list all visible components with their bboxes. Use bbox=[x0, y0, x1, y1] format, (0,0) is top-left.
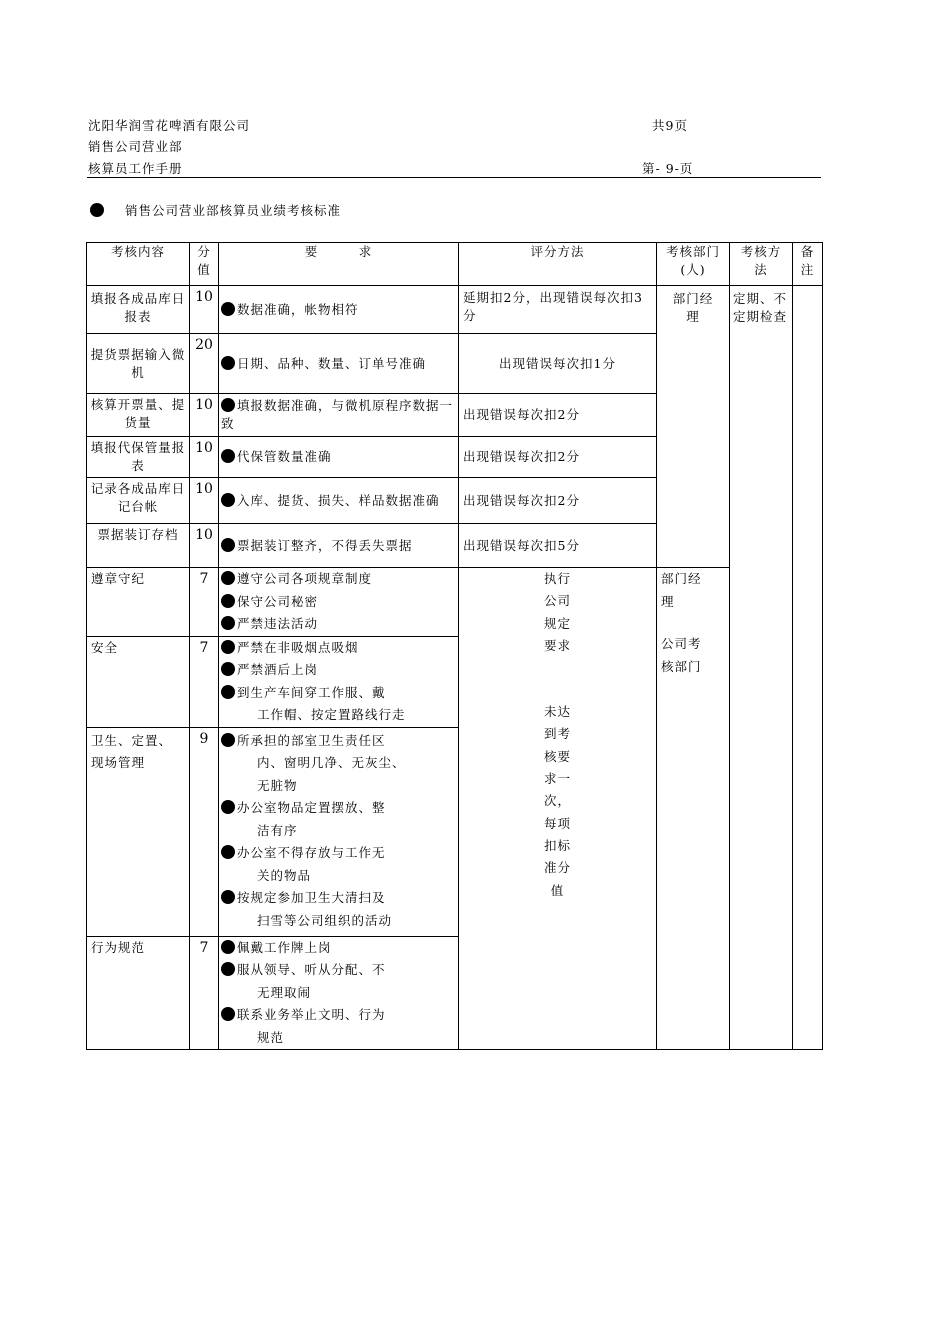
row-requirement: 票据装订整齐，不得丢失票据 bbox=[219, 524, 459, 568]
header-content: 考核内容 bbox=[87, 243, 190, 286]
row-item: 提货票据输入微机 bbox=[87, 334, 190, 394]
bullet-dot-icon bbox=[221, 662, 235, 676]
row-requirement: 日期、品种、数量、订单号准确 bbox=[219, 334, 459, 394]
page-number: 第- 9-页 bbox=[642, 161, 694, 176]
bullet-dot-icon bbox=[221, 449, 235, 463]
row-item: 票据装订存档 bbox=[87, 524, 190, 568]
bullet-dot-icon bbox=[221, 800, 235, 814]
header-check: 考核方法 bbox=[730, 243, 793, 286]
table-row bbox=[87, 568, 823, 637]
section-title: 销售公司营业部核算员业绩考核标准 bbox=[125, 203, 342, 218]
bullet-icon bbox=[90, 203, 104, 217]
row-requirement: 遵守公司各项规章制度 保守公司秘密 严禁违法活动 bbox=[219, 568, 459, 637]
bullet-dot-icon bbox=[221, 733, 235, 747]
bullet-dot-icon bbox=[221, 594, 235, 608]
bullet-dot-icon bbox=[221, 845, 235, 859]
header-note: 备注 bbox=[793, 243, 823, 286]
header-rule bbox=[87, 177, 821, 178]
row-method: 出现错误每次扣2分 bbox=[459, 437, 657, 478]
row-method: 出现错误每次扣2分 bbox=[459, 394, 657, 437]
row-method: 出现错误每次扣1分 bbox=[459, 334, 657, 394]
header-requirement: 要 求 bbox=[219, 243, 459, 286]
row-item: 核算开票量、提货量 bbox=[87, 394, 190, 437]
assessment-table bbox=[86, 242, 823, 1050]
row-score: 7 bbox=[190, 636, 219, 727]
bullet-dot-icon bbox=[221, 356, 235, 370]
row-item: 卫生、定置、现场管理 bbox=[87, 727, 190, 936]
table-row bbox=[87, 286, 823, 334]
row-item: 安全 bbox=[87, 636, 190, 727]
row-requirement: 严禁在非吸烟点吸烟 严禁酒后上岗 到生产车间穿工作服、戴 工作帽、按定置路线行走 bbox=[219, 636, 459, 727]
total-pages: 共9页 bbox=[652, 118, 688, 133]
row-requirement: 入库、提货、损失、样品数据准确 bbox=[219, 478, 459, 524]
company-name: 沈阳华润雪花啤酒有限公司 bbox=[88, 118, 251, 133]
row-requirement: 数据准确，帐物相符 bbox=[219, 286, 459, 334]
check-method-cell: 定期、不定期检查 bbox=[730, 286, 793, 1050]
row-score: 10 bbox=[190, 524, 219, 568]
row-requirement: 所承担的部室卫生责任区 内、窗明几净、无灰尘、 无脏物 办公室物品定置摆放、整 洁有序 办公室不得存放与工作无 关的物品 按规定参加卫生大清扫及 扫雪等公司组织的活动 bbox=[219, 727, 459, 936]
row-score: 10 bbox=[190, 286, 219, 334]
bullet-dot-icon bbox=[221, 640, 235, 654]
row-item: 填报代保管量报表 bbox=[87, 437, 190, 478]
bullet-dot-icon bbox=[221, 493, 235, 507]
header-method: 评分方法 bbox=[459, 243, 657, 286]
row-requirement: 佩戴工作牌上岗 服从领导、听从分配、不 无理取闹 联系业务举止文明、行为 规范 bbox=[219, 936, 459, 1050]
row-method: 出现错误每次扣5分 bbox=[459, 524, 657, 568]
row-method: 出现错误每次扣2分 bbox=[459, 478, 657, 524]
row-method: 延期扣2分，出现错误每次扣3分 bbox=[459, 286, 657, 334]
row-score: 7 bbox=[190, 568, 219, 637]
row-score: 9 bbox=[190, 727, 219, 936]
bullet-dot-icon bbox=[221, 571, 235, 585]
table-header-row bbox=[87, 243, 823, 286]
row-requirement: 填报数据准确，与微机原程序数据一致 bbox=[219, 394, 459, 437]
row-score: 10 bbox=[190, 478, 219, 524]
manual-name: 核算员工作手册 bbox=[88, 161, 183, 176]
note-cell bbox=[793, 286, 823, 1050]
row-score: 7 bbox=[190, 936, 219, 1050]
header-dept: 考核部门(人) bbox=[657, 243, 730, 286]
bullet-dot-icon bbox=[221, 398, 235, 412]
row-item: 填报各成品库日报表 bbox=[87, 286, 190, 334]
bullet-dot-icon bbox=[221, 616, 235, 630]
row-item: 行为规范 bbox=[87, 936, 190, 1050]
row-score: 10 bbox=[190, 394, 219, 437]
dept-cell: 部门经理 bbox=[657, 286, 730, 568]
dept-cell-2: 部门经 理 公司考 核部门 bbox=[657, 568, 730, 1050]
method-cell: 执行 公司 规定 要求 未达 到考 核要 求一 次， 每项 扣标 准分 值 bbox=[459, 568, 657, 1050]
row-item: 遵章守纪 bbox=[87, 568, 190, 637]
row-requirement: 代保管数量准确 bbox=[219, 437, 459, 478]
bullet-dot-icon bbox=[221, 940, 235, 954]
row-item: 记录各成品库日记台帐 bbox=[87, 478, 190, 524]
bullet-dot-icon bbox=[221, 685, 235, 699]
department-name: 销售公司营业部 bbox=[88, 139, 183, 154]
header-score: 分值 bbox=[190, 243, 219, 286]
bullet-dot-icon bbox=[221, 302, 235, 316]
bullet-dot-icon bbox=[221, 538, 235, 552]
bullet-dot-icon bbox=[221, 1007, 235, 1021]
row-score: 10 bbox=[190, 437, 219, 478]
bullet-dot-icon bbox=[221, 962, 235, 976]
row-score: 20 bbox=[190, 334, 219, 394]
bullet-dot-icon bbox=[221, 890, 235, 904]
